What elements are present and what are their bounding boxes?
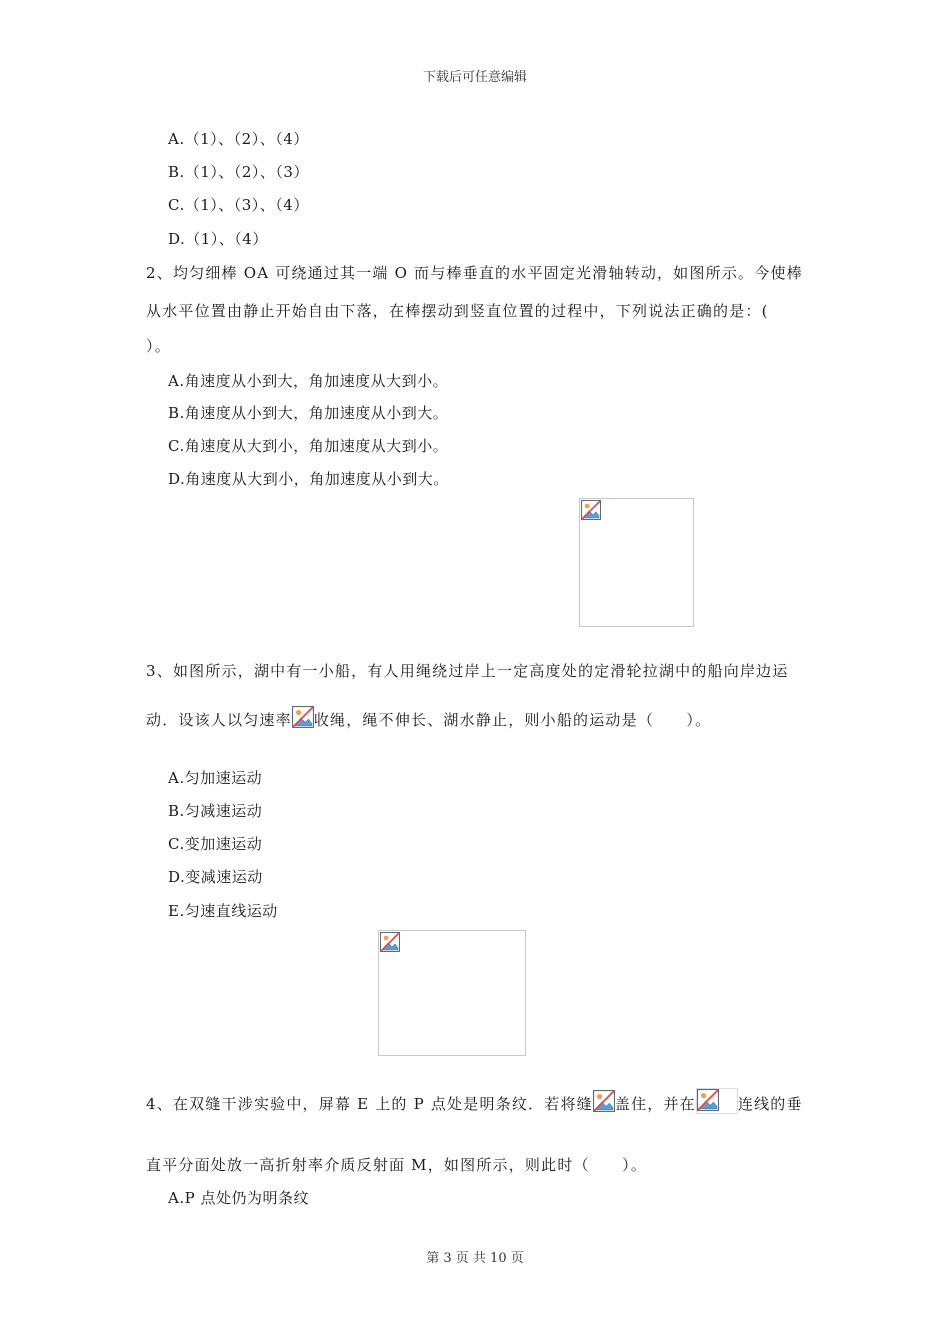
q4-text-line1 [146,1088,803,1116]
q3-option-e: E.匀速直线运动 [168,902,278,920]
q2-option-b: B.角速度从小到大，角加速度从小到大。 [168,404,449,422]
q1-option-b: B.（1）、（2）、（3） [168,163,309,181]
q2-text-line3: ）。 [146,337,171,355]
q4-option-a: A.P 点处仍为明条纹 [168,1189,309,1207]
q3-text-line2-part2: 收绳，绳不伸长、湖水静止，则小船的运动是（ ）。 [313,711,712,729]
q4-slits-symbol-image [696,1088,738,1114]
page-footer: 第 3 页 共 10 页 [426,1251,524,1266]
page-header: 下载后可任意编辑 [422,70,527,85]
broken-image-icon [697,1089,719,1111]
q3-option-a: A.匀加速运动 [168,769,263,787]
q3-text-line1: 3、如图所示，湖中有一小船，有人用绳绕过岸上一定高度处的定滑轮拉湖中的船向岸边运 [146,662,789,680]
q2-option-d: D.角速度从大到小，角加速度从小到大。 [168,470,449,488]
q3-option-c: C.变加速运动 [168,835,263,853]
q4-text-line1-part1: 4、在双缝干涉实验中，屏幕 E 上的 P 点处是明条纹．若将缝 [146,1095,593,1113]
q3-rate-symbol-image [292,706,314,730]
q4-text-line2: 直平分面处放一高折射率介质反射面 M，如图所示，则此时（ ）。 [146,1156,648,1174]
q4-text-line1-part3: 连线的垂 [737,1095,803,1113]
q2-figure [579,498,694,627]
broken-image-icon [581,500,601,520]
q1-option-d: D.（1）、（4） [168,230,268,248]
q4-slit-symbol-image [593,1090,615,1114]
broken-image-icon [380,932,400,952]
q2-text-line2: 从水平位置由静止开始自由下落，在棒摆动到竖直位置的过程中，下列说法正确的是：( [146,302,769,320]
broken-image-icon [593,1090,615,1112]
q2-option-a: A.角速度从小到大，角加速度从大到小。 [168,372,449,390]
q3-figure [378,930,526,1056]
q2-text-line1: 2、均匀细棒 OA 可绕通过其一端 O 而与棒垂直的水平固定光滑轴转动，如图所示。今使棒 [146,264,803,282]
q3-text-line2 [146,706,711,730]
q3-option-d: D.变减速运动 [168,868,263,886]
q1-option-a: A.（1）、（2）、（4） [168,130,309,148]
broken-image-icon [292,706,314,728]
q3-text-line2-part1: 动．设该人以匀速率 [146,711,292,729]
q3-option-b: B.匀减速运动 [168,802,263,820]
q4-text-line1-part2: 盖住，并在 [614,1095,696,1113]
q2-option-c: C.角速度从大到小，角加速度从大到小。 [168,437,449,455]
q1-option-c: C.（1）、（3）、（4） [168,196,309,214]
